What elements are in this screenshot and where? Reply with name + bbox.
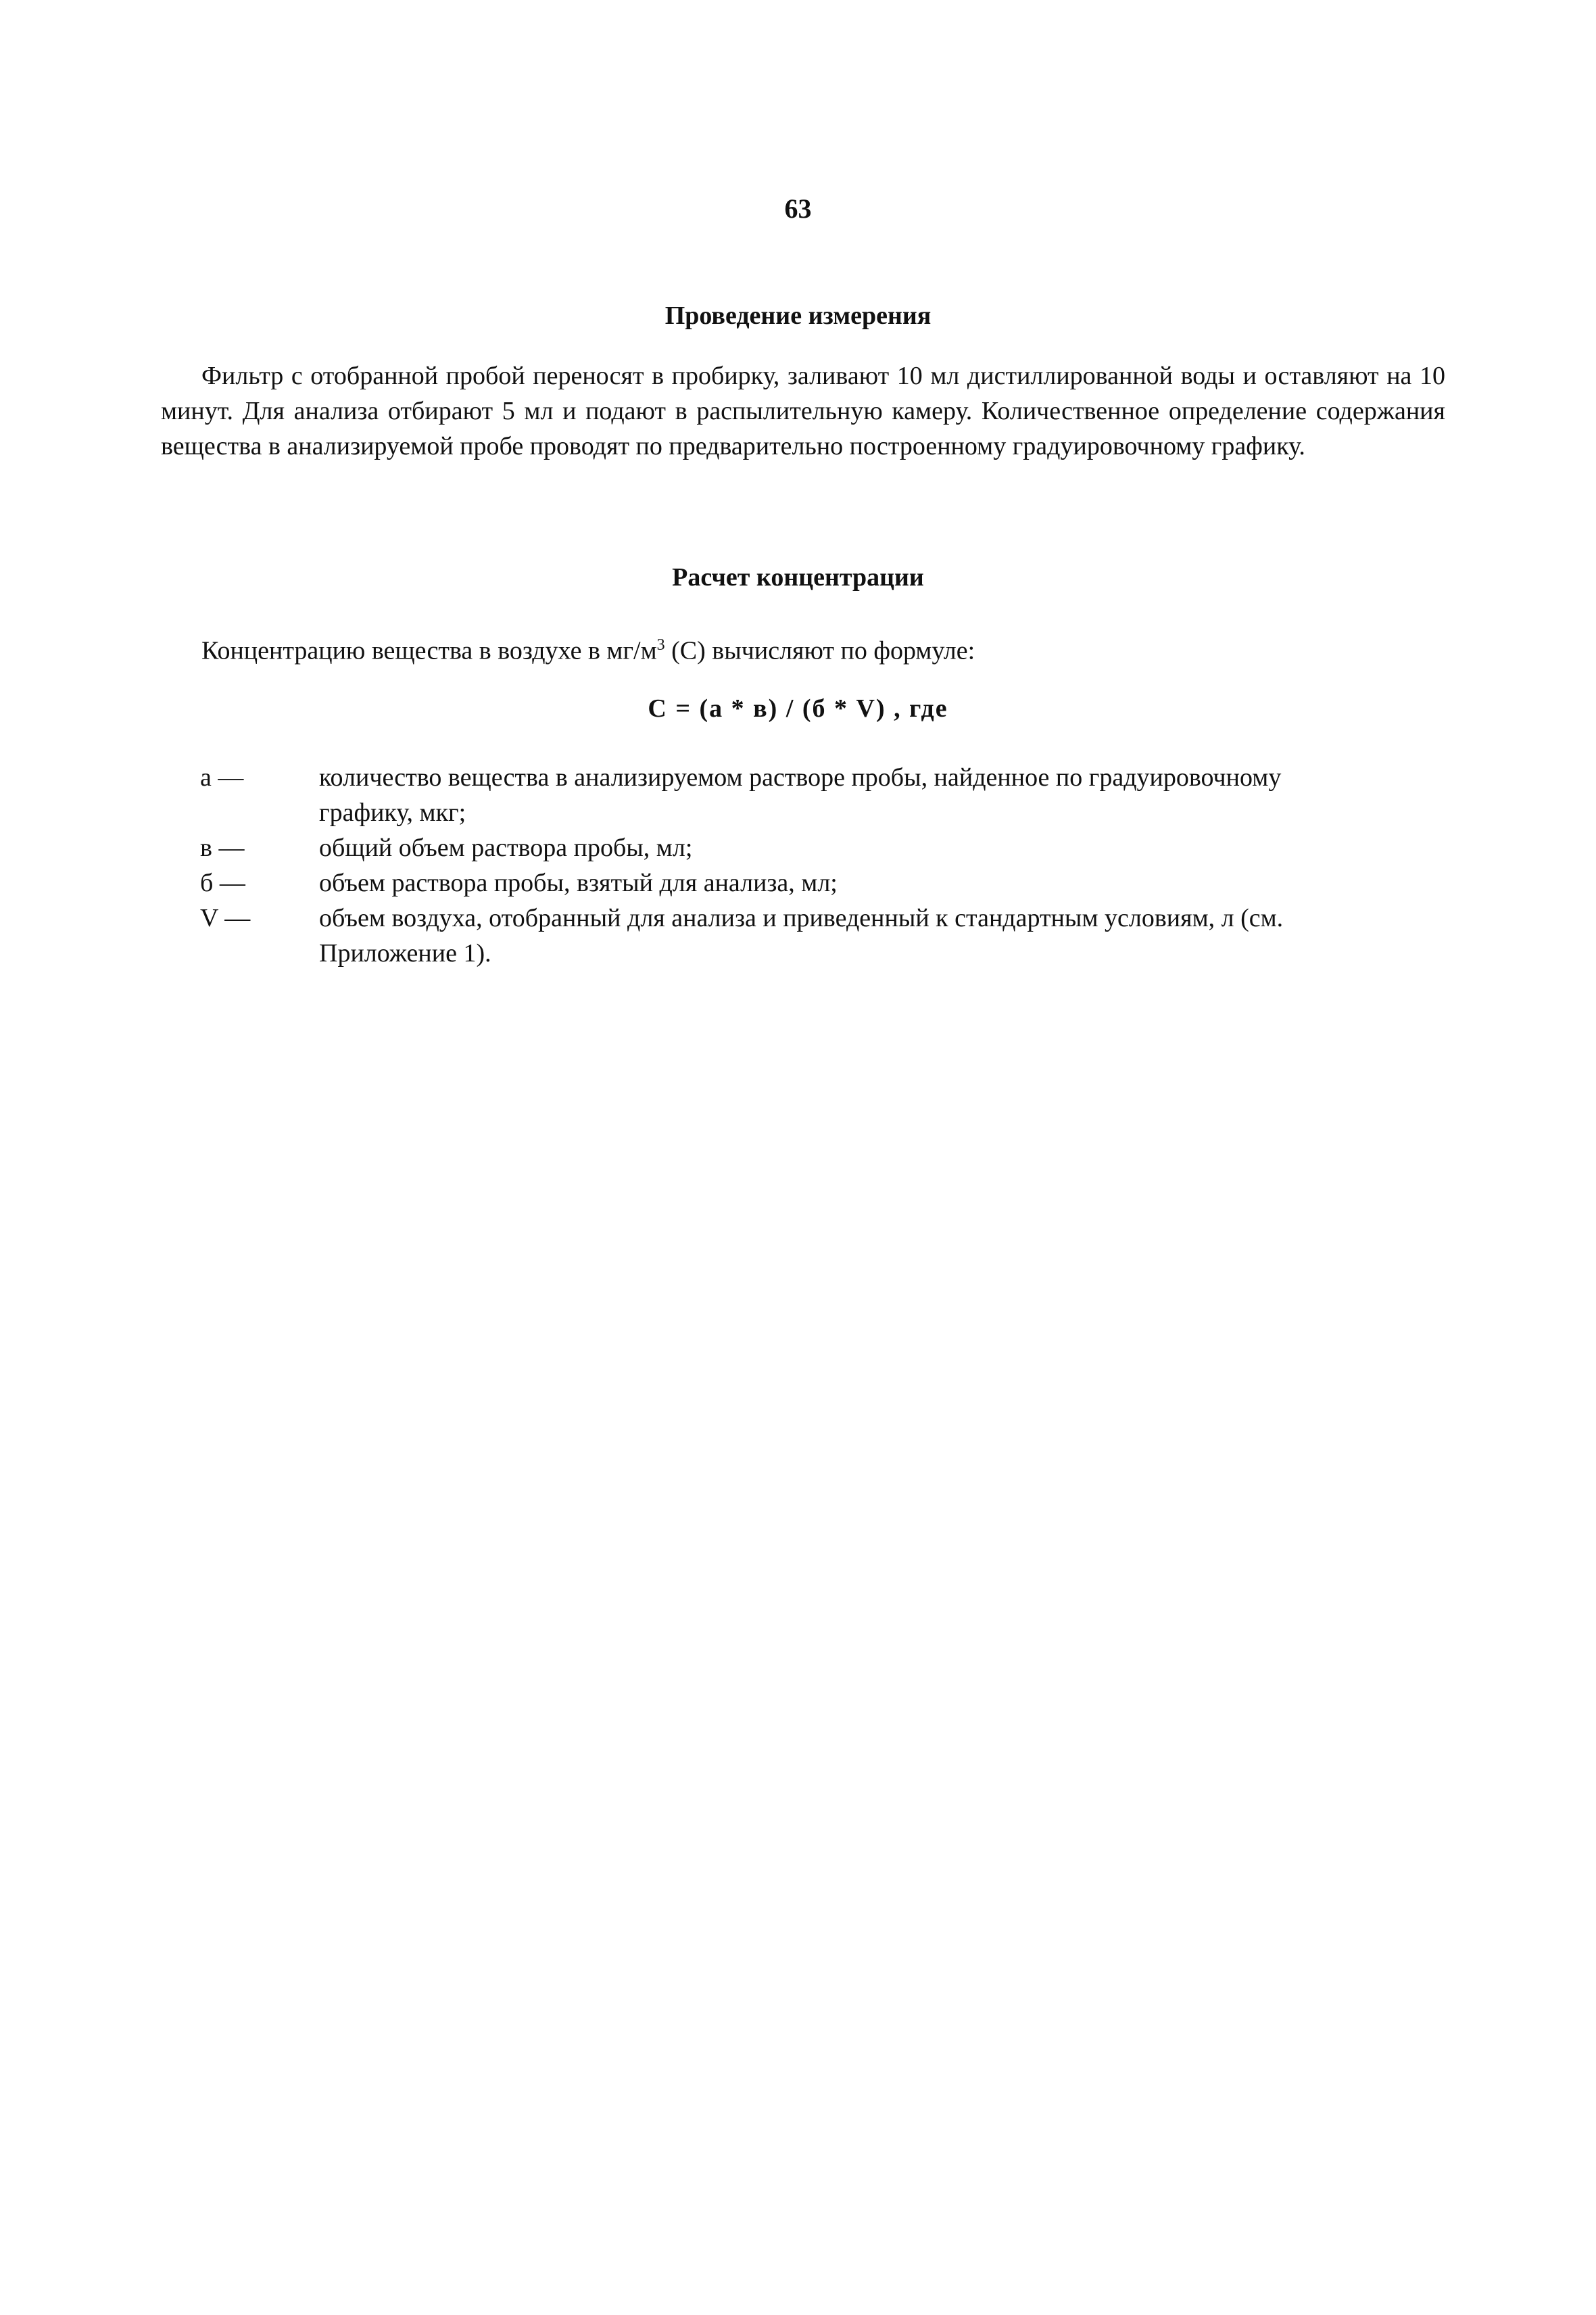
definition-row-volume: [200, 901, 1349, 971]
definition-row-a: [200, 760, 1349, 830]
definition-text: объем раствора пробы, взятый для анализа, мл;: [319, 869, 838, 897]
definition-symbol: б —: [200, 869, 245, 897]
definition-text: общий объем раствора пробы, мл;: [319, 834, 693, 862]
concentration-formula: С = (а * в) / (б * V) , где: [648, 694, 948, 723]
definition-text: количество вещества в анализируемом растворе пробы, найденное по градуировочному графику, мкг;: [319, 763, 1282, 827]
lead-text-before: Концентрацию вещества в воздухе в мг/м: [201, 636, 657, 665]
measurement-paragraph: Фильтр с отобранной пробой переносят в пробирку, заливают 10 мл дистиллированной воды и оставляют на 10 минут. Для анализа отбирают 5 мл и подают в распылительную камеру. Количественное определение содержания вещества в анализируемой пробе проводят по предварительно построенному градуировочному графику.: [161, 362, 1445, 460]
definition-text: объем воздуха, отобранный для анализа и приведенный к стандартным условиям, л (см. Приложение 1).: [319, 904, 1284, 968]
definition-symbol: в —: [200, 834, 245, 862]
definition-symbol: а —: [200, 763, 244, 792]
definitions-list: [200, 760, 1349, 971]
section-heading-measurement: Проведение измерения: [664, 302, 932, 330]
lead-superscript: 3: [656, 636, 665, 654]
lead-text-after: (С) вычисляют по формуле:: [664, 636, 975, 665]
definition-row-v: [200, 830, 1349, 865]
definition-symbol: V —: [200, 904, 251, 932]
page-number: 63: [784, 193, 812, 224]
section-heading-calculation: Расчет концентрации: [672, 563, 924, 592]
formula-lead-text: [201, 627, 975, 669]
definition-row-b: [200, 865, 1349, 901]
